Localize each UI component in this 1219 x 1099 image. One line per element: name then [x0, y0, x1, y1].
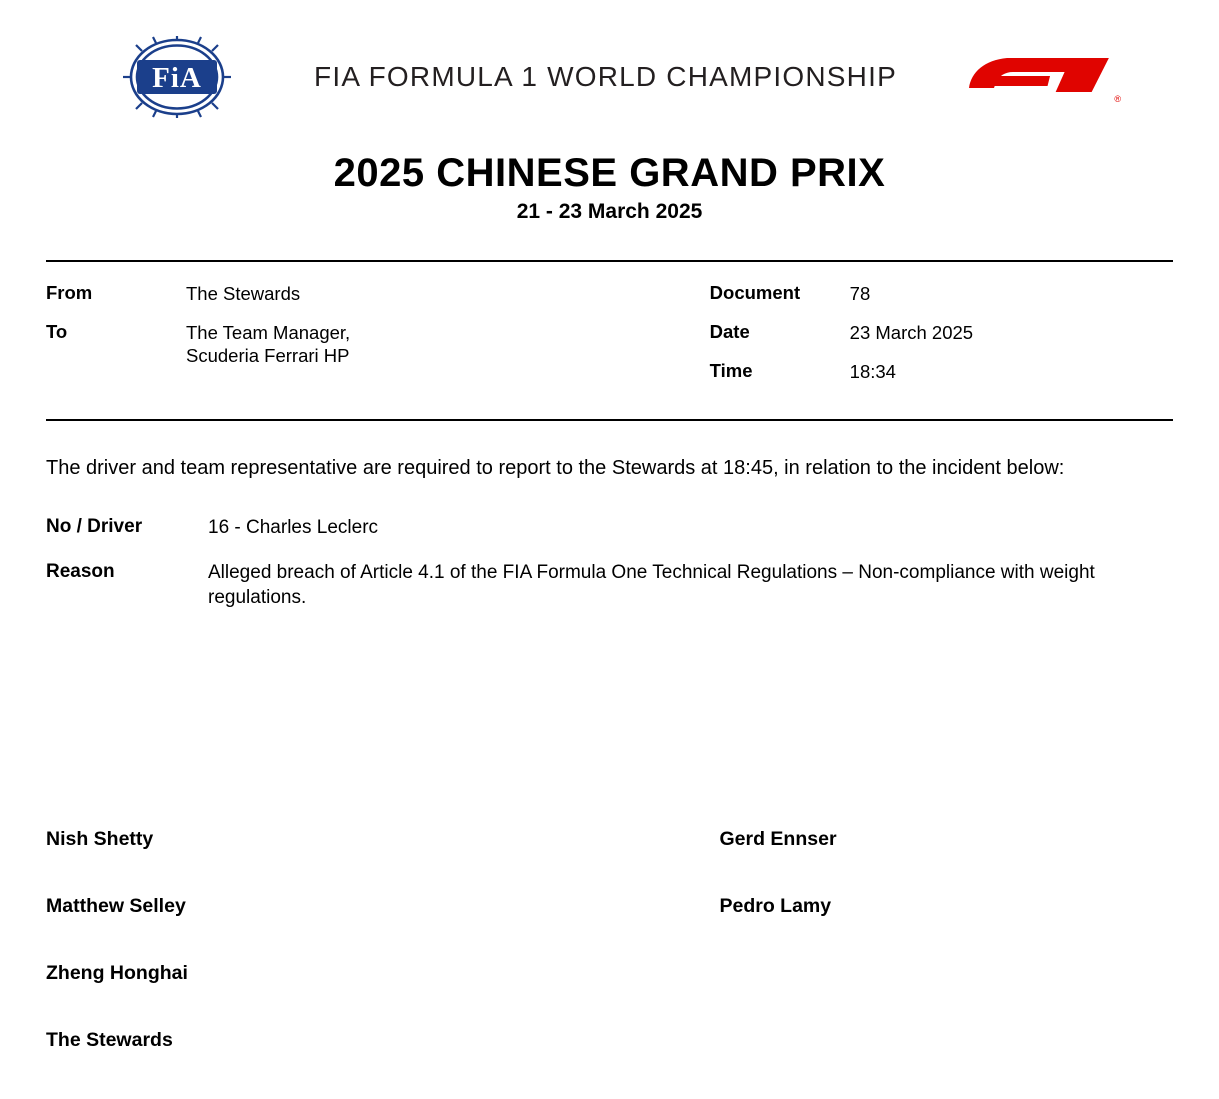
time-label: Time	[709, 360, 753, 382]
event-title	[46, 152, 1173, 194]
meta-row-from	[46, 282, 700, 305]
steward-name: Gerd Ennser	[719, 828, 837, 850]
f1-logo-icon	[961, 48, 1121, 106]
signature-row	[46, 895, 1173, 918]
incident-row-driver	[46, 516, 1173, 541]
steward-name: Zheng Honghai	[46, 962, 188, 984]
signature-spacer	[610, 962, 1174, 985]
meta-row-document	[710, 282, 1173, 305]
to-value-line2: Scuderia Ferrari HP	[186, 345, 350, 367]
reason-label: Reason	[46, 561, 115, 583]
event-title-name: CHINESE GRAND PRIX	[436, 151, 886, 195]
incident-row-reason	[46, 561, 1173, 610]
steward-name: Matthew Selley	[46, 895, 186, 917]
date-label: Date	[709, 321, 750, 343]
stewards-signoff: The Stewards	[46, 1029, 173, 1051]
time-value: 18:34	[849, 361, 896, 383]
signature-row	[46, 828, 1173, 851]
steward-name: Pedro Lamy	[719, 895, 832, 917]
championship-title: FIA FORMULA 1 WORLD CHAMPIONSHIP	[314, 61, 897, 92]
event-title-year: 2025	[333, 151, 425, 195]
document-header	[46, 0, 1173, 140]
svg-text:FiA: FiA	[152, 62, 202, 94]
to-value-line1: The Team Manager,	[186, 322, 351, 344]
date-value: 23 March 2025	[849, 322, 974, 344]
meta-block	[46, 262, 1173, 405]
incident-block	[46, 516, 1173, 610]
signature-row	[46, 1029, 1173, 1052]
meta-divider-bottom	[46, 419, 1173, 421]
to-value	[186, 321, 350, 367]
meta-right-column	[700, 282, 1173, 399]
document-label: Document	[709, 282, 801, 303]
to-label: To	[46, 321, 68, 343]
signature-row	[46, 962, 1173, 985]
driver-value: 16 - Charles Leclerc	[208, 517, 379, 539]
driver-label: No / Driver	[46, 516, 143, 538]
f1-registered-mark: ®	[1114, 94, 1121, 104]
intro-paragraph: The driver and team representative are required to report to the Stewards at 18:45, in relation to the incident below:	[46, 457, 1065, 480]
signature-spacer	[610, 1029, 1174, 1052]
from-value: The Stewards	[186, 283, 301, 304]
steward-name: Nish Shetty	[46, 828, 154, 850]
reason-value: Alleged breach of Article 4.1 of the FIA Formula One Technical Regulations – Non-compliance with weight regulations.	[208, 562, 1095, 608]
document-value: 78	[849, 283, 871, 304]
from-label: From	[46, 282, 93, 303]
signature-block	[46, 828, 1173, 1096]
meta-row-to	[46, 321, 700, 367]
meta-left-column	[46, 282, 700, 399]
fia-logo-icon	[118, 36, 236, 118]
meta-row-time	[710, 360, 1173, 383]
event-dates: 21 - 23 March 2025	[516, 200, 703, 223]
meta-row-date	[710, 321, 1173, 344]
